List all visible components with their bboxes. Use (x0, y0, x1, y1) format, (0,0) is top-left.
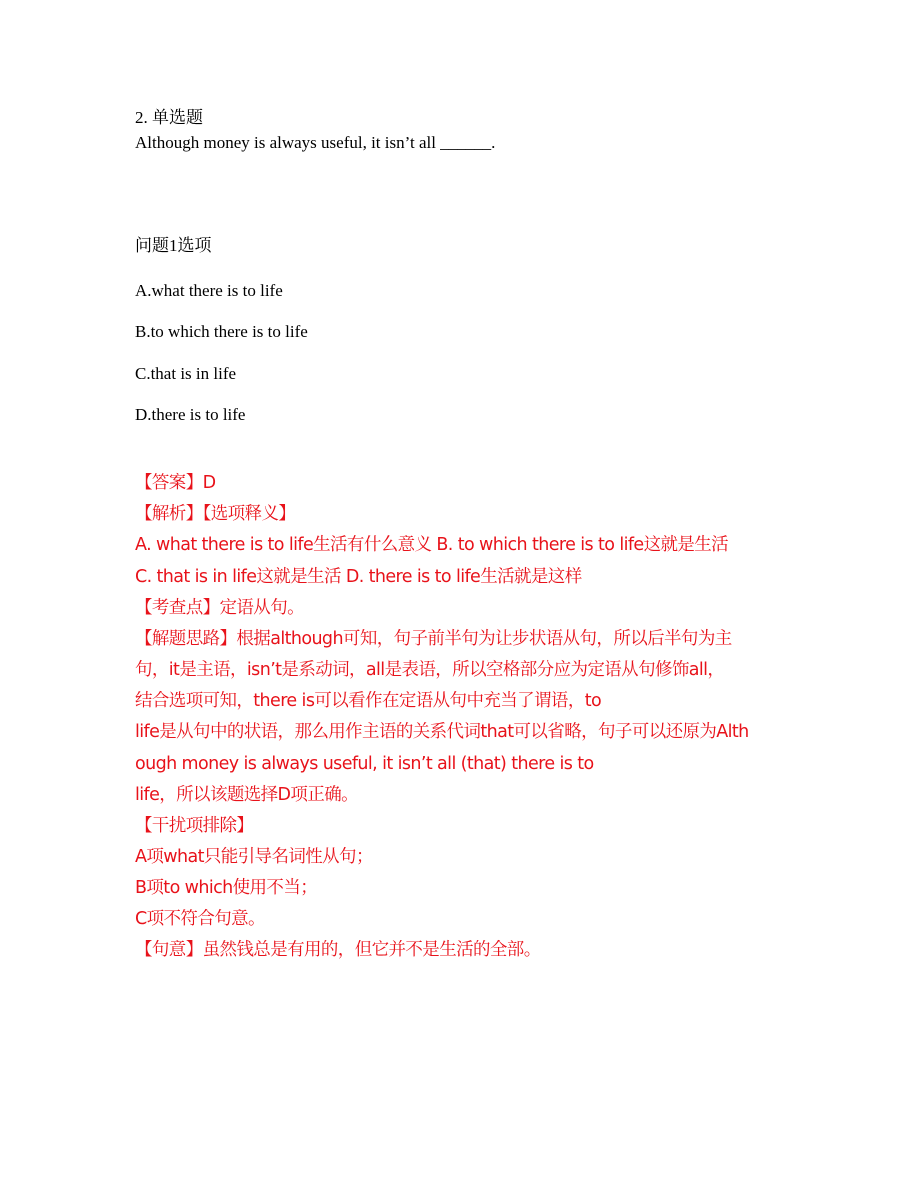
option-c: C.that is in life (135, 364, 237, 383)
sentence-meaning-line: 【句意】虽然钱总是有用的，但它并不是生活的全部。 (135, 940, 541, 960)
solution-line-6: life，所以该题选择D项正确。 (135, 785, 359, 805)
options-header: 问题1选项 (135, 236, 212, 255)
distractor-c: C项不符合句意。 (135, 909, 265, 929)
distractor-heading: 【干扰项排除】 (135, 816, 254, 836)
solution-line-3: 结合选项可知，there is可以看作在定语从句中充当了谓语，to (135, 691, 602, 711)
option-d: D.there is to life (135, 405, 246, 424)
solution-line-1: 【解题思路】根据although可知，句子前半句为让步状语从句，所以后半句为主 (135, 629, 732, 649)
question-stem: Although money is always useful, it isn’t all ______. (135, 133, 496, 152)
question-number-type: 2. 单选题 (135, 108, 203, 127)
option-explanation-line-2: C. that is in life这就是生活 D. there is to life生活就是这样 (135, 567, 582, 587)
option-b: B.to which there is to life (135, 322, 308, 341)
analysis-heading: 【解析】【选项释义】 (135, 504, 296, 524)
test-point-line: 【考查点】定语从句。 (135, 598, 304, 618)
answer-line: 【答案】D (135, 473, 216, 493)
solution-line-2: 句，it是主语，isn’t是系动词，all是表语，所以空格部分应为定语从句修饰all， (135, 660, 725, 680)
solution-line-5: ough money is always useful, it isn’t all (that) there is to (135, 754, 594, 774)
option-explanation-line-1: A. what there is to life生活有什么意义 B. to which there is to life这就是生活 (135, 535, 729, 555)
distractor-a: A项what只能引导名词性从句； (135, 847, 373, 867)
solution-line-4: life是从句中的状语，那么用作主语的关系代词that可以省略，句子可以还原为Alth (135, 722, 749, 742)
distractor-b: B项to which使用不当； (135, 878, 318, 898)
option-a: A.what there is to life (135, 281, 283, 300)
